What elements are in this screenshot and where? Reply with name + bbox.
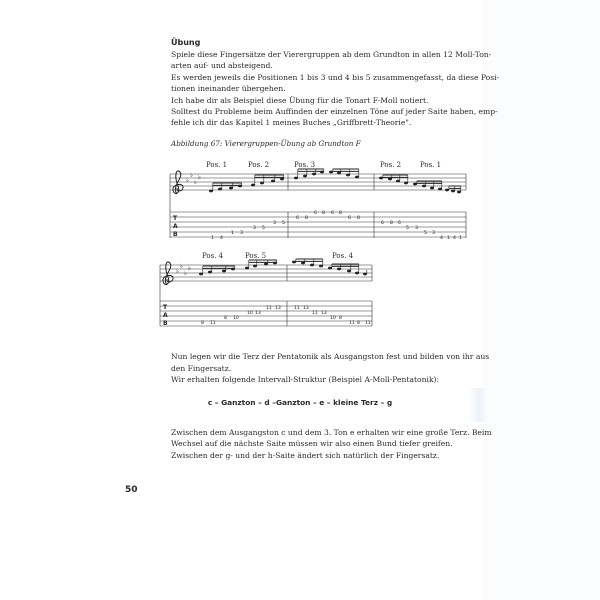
tab-number: 8 xyxy=(305,216,308,221)
position-label: Pos. 5 xyxy=(245,252,267,260)
body-line: Zwischen der g- und der h-Saite ändert sich natürlich der Fingersatz. xyxy=(171,451,440,460)
body-line: den Fingersatz. xyxy=(171,364,232,373)
tab-number: 6 xyxy=(348,216,351,221)
intro-line: arten auf- und absteigend. xyxy=(171,61,273,70)
interval-formula: c – Ganzton – d –Ganzton – e – kleine Terz – g xyxy=(207,398,393,407)
note-head xyxy=(347,270,351,273)
tab-numbers xyxy=(201,305,371,326)
tab-letter: T xyxy=(163,304,168,311)
tab-number: 13 xyxy=(255,311,261,316)
tab-number: 13 xyxy=(321,311,327,316)
tab-number: 6 xyxy=(296,216,299,221)
tab-letter: B xyxy=(163,320,168,327)
body-line: Zwischen dem Ausgangston c und dem 3. Ton e erhalten wir eine große Terz. Beim xyxy=(171,428,492,437)
tab-number: 6 xyxy=(381,221,384,226)
tab-number: 11 xyxy=(312,311,318,316)
svg-text:♭: ♭ xyxy=(198,174,201,181)
tab-number: 1 xyxy=(459,236,462,241)
svg-text:♭: ♭ xyxy=(186,177,189,184)
tab-number: 8 xyxy=(339,316,342,321)
tab-number: 8 xyxy=(224,316,227,321)
note-head xyxy=(301,262,305,265)
tab-number: 5 xyxy=(282,221,285,226)
tab-number: 8 xyxy=(201,321,204,326)
tab-number: 10 xyxy=(247,311,253,316)
svg-text:♭: ♭ xyxy=(180,263,183,270)
tab-number: 4 xyxy=(440,236,443,241)
position-label: Pos. 2 xyxy=(380,161,402,169)
tab-number: 6 xyxy=(398,221,401,226)
tab-number: 8 xyxy=(322,211,325,216)
svg-text:♭: ♭ xyxy=(176,268,179,275)
tab-number: 6 xyxy=(314,211,317,216)
note-head xyxy=(319,265,323,268)
position-label: Pos. 1 xyxy=(206,161,228,169)
tab-number: 8 xyxy=(357,216,360,221)
tab-number: 3 xyxy=(432,231,435,236)
tab-number: 1 xyxy=(211,236,214,241)
tab-letter: B xyxy=(173,231,178,238)
tab-number: 11 xyxy=(266,306,272,311)
tab-number: 5 xyxy=(262,226,265,231)
tab-number: 13 xyxy=(275,306,281,311)
note-head xyxy=(253,265,257,268)
intro-line: fehle ich dir das Kapitel 1 meines Buches „Griffbrett-Theorie". xyxy=(171,118,412,127)
section-heading: Übung xyxy=(171,38,201,47)
tab-number: 10 xyxy=(233,316,239,321)
body-line: Wechsel auf die nächste Saite müssen wir also einen Bund tiefer greifen. xyxy=(171,439,453,448)
note-head xyxy=(222,270,226,273)
note-head xyxy=(363,273,367,276)
intro-line: Ich habe dir als Beispiel diese Übung für die Tonart F-Moll notiert. xyxy=(171,96,429,105)
note-head xyxy=(199,273,203,276)
tab-number: 1 xyxy=(447,236,450,241)
position-label: Pos. 1 xyxy=(420,161,442,169)
tab-number: 11 xyxy=(349,321,355,326)
note-head xyxy=(310,264,314,267)
tab-number: 11 xyxy=(294,306,300,311)
figure-caption: Abbildung 67: Vierergruppen-Übung ab Grundton F xyxy=(171,139,361,148)
tab-number: 5 xyxy=(424,231,427,236)
tab-number: 4 xyxy=(220,236,223,241)
page-number: 50 xyxy=(125,485,138,495)
intro-line: Solltest du Probleme beim Auffinden der einzelnen Töne auf jeder Saite haben, emp- xyxy=(171,107,498,116)
intro-line: Spiele diese Fingersätze der Vierergruppen ab dem Grundton in allen 12 Moll-Ton- xyxy=(171,50,492,59)
position-label: Pos. 4 xyxy=(332,252,354,260)
tab-staff xyxy=(160,301,372,326)
note-head xyxy=(245,267,249,270)
tab-number: 10 xyxy=(330,316,336,321)
tab-number: 3 xyxy=(273,221,276,226)
body-line: Nun legen wir die Terz der Pentatonik als Ausgangston fest und bilden von ihr aus xyxy=(171,352,490,361)
svg-text:♭: ♭ xyxy=(190,172,193,179)
music-staff xyxy=(160,265,372,281)
tab-letter: A xyxy=(173,223,178,230)
svg-text:♭: ♭ xyxy=(194,179,197,186)
note-head xyxy=(328,267,332,270)
tab-number: 3 xyxy=(415,226,418,231)
tab-letter: T xyxy=(173,215,178,222)
tab-number: 8 xyxy=(357,321,360,326)
note-head xyxy=(355,272,359,275)
body-line: Wir erhalten folgende Intervall-Struktur (Beispiel A-Moll-Pentatonik): xyxy=(171,375,440,384)
svg-text:♭: ♭ xyxy=(184,270,187,277)
tab-number: 3 xyxy=(240,231,243,236)
tab-number: 11 xyxy=(210,321,216,326)
tab-number: 5 xyxy=(406,226,409,231)
position-label: Pos. 4 xyxy=(202,252,224,260)
tab-letter: A xyxy=(163,312,168,319)
tab-number: 11 xyxy=(365,321,371,326)
tab-number: 4 xyxy=(453,236,456,241)
position-label: Pos. 3 xyxy=(294,161,316,169)
tab-number: 8 xyxy=(390,221,393,226)
tab-number: 6 xyxy=(331,211,334,216)
note-head xyxy=(208,271,212,274)
position-label: Pos. 2 xyxy=(248,161,270,169)
treble-clef-icon xyxy=(163,262,173,285)
note-head xyxy=(264,263,268,266)
tab-number: 3 xyxy=(253,226,256,231)
intro-line: Es werden jeweils die Positionen 1 bis 3 und 4 bis 5 zusammengefasst, da diese Posi- xyxy=(171,73,500,82)
svg-text:♭: ♭ xyxy=(188,265,191,272)
intro-line: tionen ineinander übergehen. xyxy=(171,84,286,93)
note-head xyxy=(337,268,341,271)
tab-number: 1 xyxy=(231,231,234,236)
note-head xyxy=(292,261,296,264)
tab-number: 13 xyxy=(303,306,309,311)
tab-number: 8 xyxy=(339,211,342,216)
